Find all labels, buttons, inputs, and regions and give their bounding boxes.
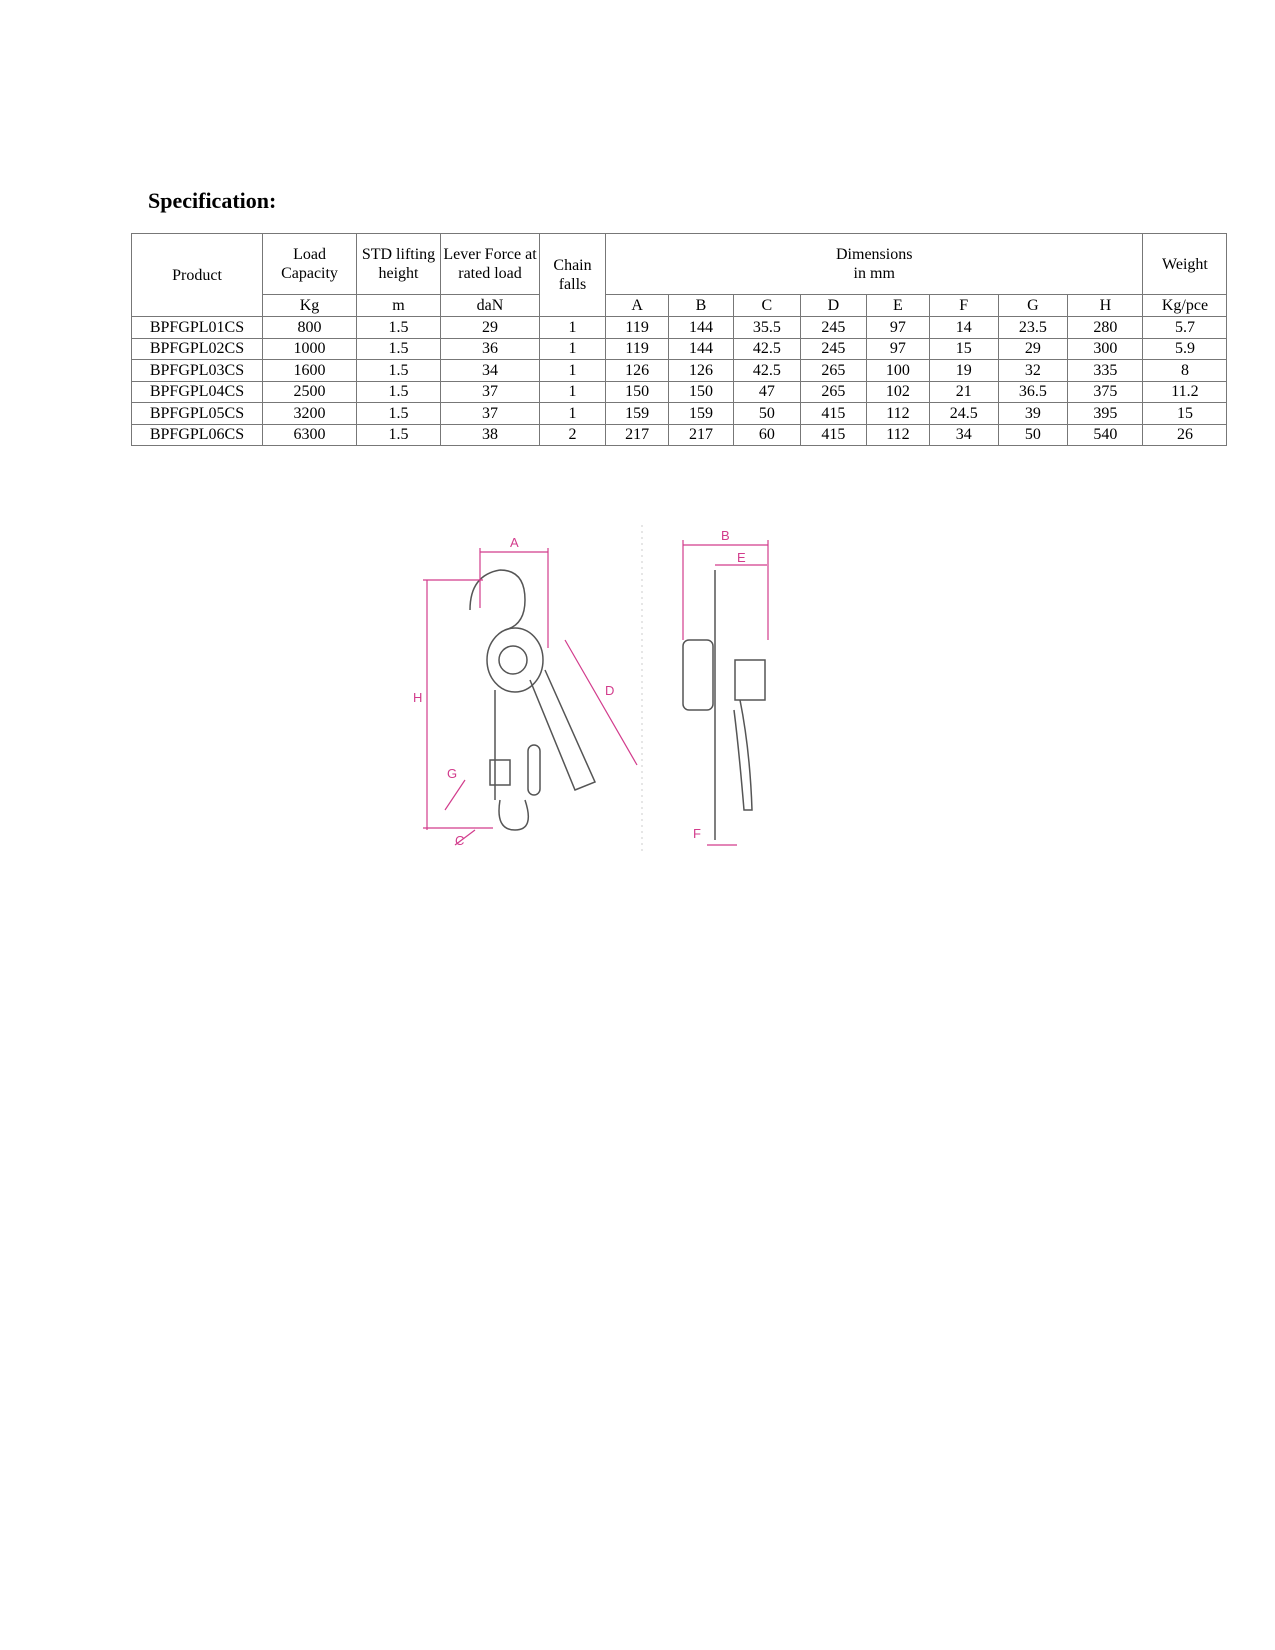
value-cell: 150 — [606, 381, 669, 403]
value-cell: 5.9 — [1143, 338, 1227, 360]
value-cell: 5.7 — [1143, 317, 1227, 339]
unit-height: m — [357, 295, 441, 317]
label-b: B — [721, 528, 730, 543]
value-cell: 126 — [669, 360, 734, 382]
value-cell: 112 — [866, 424, 929, 446]
label-e: E — [737, 550, 746, 565]
value-cell: 36.5 — [998, 381, 1068, 403]
value-cell: 97 — [866, 338, 929, 360]
value-cell: 35.5 — [733, 317, 800, 339]
page-title: Specification: — [148, 188, 277, 213]
header-std-lifting-height: STD lifting height — [357, 234, 441, 295]
value-cell: 1.5 — [357, 403, 441, 425]
dim-header: F — [930, 295, 998, 317]
header-product: Product — [132, 234, 263, 317]
value-cell: 39 — [998, 403, 1068, 425]
value-cell: 159 — [669, 403, 734, 425]
value-cell: 36 — [441, 338, 540, 360]
hoist-side-view — [470, 570, 595, 830]
value-cell: 144 — [669, 317, 734, 339]
value-cell: 29 — [441, 317, 540, 339]
value-cell: 38 — [441, 424, 540, 446]
value-cell: 1.5 — [357, 381, 441, 403]
product-cell: BPFGPL04CS — [132, 381, 263, 403]
value-cell: 23.5 — [998, 317, 1068, 339]
value-cell: 21 — [930, 381, 998, 403]
header-dimensions: Dimensions in mm — [606, 234, 1143, 295]
value-cell: 100 — [866, 360, 929, 382]
value-cell: 119 — [606, 338, 669, 360]
value-cell: 50 — [733, 403, 800, 425]
value-cell: 37 — [441, 403, 540, 425]
value-cell: 119 — [606, 317, 669, 339]
header-chain-falls: Chain falls — [540, 234, 606, 317]
dim-header: E — [866, 295, 929, 317]
value-cell: 1.5 — [357, 360, 441, 382]
product-cell: BPFGPL01CS — [132, 317, 263, 339]
value-cell: 37 — [441, 381, 540, 403]
label-d: D — [605, 683, 615, 698]
product-cell: BPFGPL05CS — [132, 403, 263, 425]
value-cell: 42.5 — [733, 338, 800, 360]
table-row — [132, 381, 1227, 403]
label-c: C — [455, 833, 465, 848]
dim-header: B — [669, 295, 734, 317]
value-cell: 1 — [540, 317, 606, 339]
unit-force: daN — [441, 295, 540, 317]
value-cell: 800 — [263, 317, 357, 339]
value-cell: 335 — [1068, 360, 1143, 382]
label-f: F — [693, 826, 701, 841]
value-cell: 265 — [800, 381, 866, 403]
value-cell: 415 — [800, 424, 866, 446]
value-cell: 102 — [866, 381, 929, 403]
table-row — [132, 403, 1227, 425]
value-cell: 6300 — [263, 424, 357, 446]
value-cell: 300 — [1068, 338, 1143, 360]
value-cell: 29 — [998, 338, 1068, 360]
value-cell: 34 — [930, 424, 998, 446]
value-cell: 2500 — [263, 381, 357, 403]
dim-header: G — [998, 295, 1068, 317]
value-cell: 415 — [800, 403, 866, 425]
value-cell: 1 — [540, 381, 606, 403]
table-row — [132, 338, 1227, 360]
product-cell: BPFGPL02CS — [132, 338, 263, 360]
label-a: A — [510, 535, 519, 550]
dim-header: D — [800, 295, 866, 317]
value-cell: 19 — [930, 360, 998, 382]
value-cell: 1.5 — [357, 424, 441, 446]
value-cell: 50 — [998, 424, 1068, 446]
value-cell: 15 — [930, 338, 998, 360]
value-cell: 540 — [1068, 424, 1143, 446]
value-cell: 1000 — [263, 338, 357, 360]
value-cell: 1.5 — [357, 338, 441, 360]
label-g: G — [447, 766, 458, 781]
product-cell: BPFGPL06CS — [132, 424, 263, 446]
value-cell: 97 — [866, 317, 929, 339]
value-cell: 15 — [1143, 403, 1227, 425]
header-lever-force: Lever Force at rated load — [441, 234, 540, 295]
value-cell: 32 — [998, 360, 1068, 382]
label-h: H — [413, 690, 423, 705]
header-weight: Weight — [1143, 234, 1227, 295]
value-cell: 395 — [1068, 403, 1143, 425]
table-row — [132, 317, 1227, 339]
header-load-capacity: Load Capacity — [263, 234, 357, 295]
value-cell: 1600 — [263, 360, 357, 382]
value-cell: 1 — [540, 403, 606, 425]
hoist-dimension-diagram — [405, 520, 785, 860]
value-cell: 245 — [800, 338, 866, 360]
value-cell: 1.5 — [357, 317, 441, 339]
unit-load: Kg — [263, 295, 357, 317]
value-cell: 112 — [866, 403, 929, 425]
value-cell: 265 — [800, 360, 866, 382]
specification-table — [131, 233, 1227, 446]
dim-header: H — [1068, 295, 1143, 317]
value-cell: 126 — [606, 360, 669, 382]
value-cell: 34 — [441, 360, 540, 382]
table-row — [132, 360, 1227, 382]
value-cell: 217 — [669, 424, 734, 446]
value-cell: 245 — [800, 317, 866, 339]
hoist-front-view — [683, 570, 765, 840]
value-cell: 1 — [540, 360, 606, 382]
value-cell: 159 — [606, 403, 669, 425]
value-cell: 42.5 — [733, 360, 800, 382]
dim-header: A — [606, 295, 669, 317]
value-cell: 1 — [540, 338, 606, 360]
value-cell: 8 — [1143, 360, 1227, 382]
value-cell: 60 — [733, 424, 800, 446]
value-cell: 217 — [606, 424, 669, 446]
value-cell: 47 — [733, 381, 800, 403]
table-row — [132, 424, 1227, 446]
value-cell: 11.2 — [1143, 381, 1227, 403]
product-cell: BPFGPL03CS — [132, 360, 263, 382]
dim-header: C — [733, 295, 800, 317]
value-cell: 14 — [930, 317, 998, 339]
value-cell: 375 — [1068, 381, 1143, 403]
value-cell: 3200 — [263, 403, 357, 425]
value-cell: 144 — [669, 338, 734, 360]
value-cell: 280 — [1068, 317, 1143, 339]
value-cell: 2 — [540, 424, 606, 446]
value-cell: 26 — [1143, 424, 1227, 446]
value-cell: 24.5 — [930, 403, 998, 425]
unit-weight: Kg/pce — [1143, 295, 1227, 317]
value-cell: 150 — [669, 381, 734, 403]
